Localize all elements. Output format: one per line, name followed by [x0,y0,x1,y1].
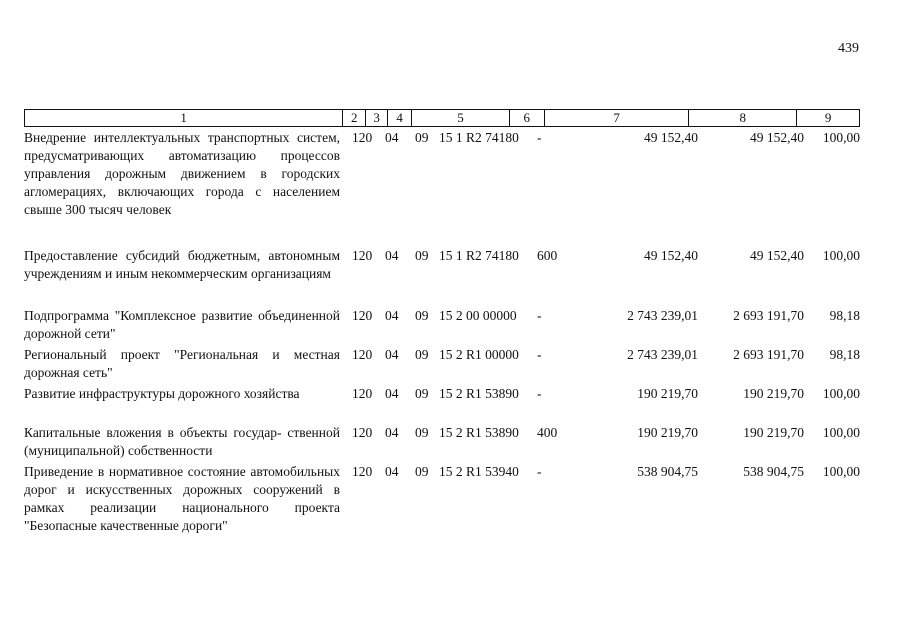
row-col-6: - [537,386,542,401]
row-col-7: 2 743 239,01 [627,347,698,362]
row-col-4: 09 [415,347,429,362]
row-col-4: 09 [415,308,429,323]
row-col-4: 09 [415,386,429,401]
row-name: Региональный проект "Региональная и местная дорожная сеть" [24,347,340,380]
row-col-8: 190 219,70 [743,386,804,401]
row-col-9: 100,00 [822,386,860,401]
row-col-6: - [537,308,542,323]
row-name: Предоставление субсидий бюджетным, автономным учреждениям и иным некоммерческим организациям [24,248,340,281]
row-col-8: 538 904,75 [743,464,804,479]
header-col-4: 4 [388,110,412,126]
row-col-3: 04 [385,248,399,263]
row-col-9: 100,00 [822,248,860,263]
row-col-5: 15 2 R1 53890 [439,425,519,440]
row-name: Подпрограмма "Комплексное развитие объединенной дорожной сети" [24,308,340,341]
page-number: 439 [838,41,859,56]
row-col-5: 15 2 R1 53940 [439,464,519,479]
row-col-5: 15 2 00 00000 [439,308,517,323]
row-col-6: - [537,130,542,145]
row-name: Капитальные вложения в объекты государ- ственной (муниципальной) собственности [24,425,340,458]
row-col-9: 100,00 [822,464,860,479]
row-col-3: 04 [385,425,399,440]
row-col-5: 15 1 R2 74180 [439,130,519,145]
row-col-2: 120 [352,347,373,362]
row-name: Приведение в нормативное состояние автомобильных дорог и искусственных дорожных сооружений в рамках реализации национального проекта "Безопасные качественные дороги" [24,464,340,533]
row-col-8: 49 152,40 [750,248,804,263]
row-name: Внедрение интеллектуальных транспортных систем, предусматривающих автоматизацию процессов управления дорожным движением в городских агломерациях, включающих города с населением свыше 300 тысяч человек [24,130,340,217]
header-col-9: 9 [824,110,832,125]
row-col-6: 600 [537,248,558,263]
row-col-3: 04 [385,464,399,479]
row-col-7: 190 219,70 [637,425,698,440]
row-col-2: 120 [352,464,373,479]
header-col-2: 2 [343,110,366,126]
row-col-6: - [537,464,542,479]
row-col-5: 15 2 R1 53890 [439,386,519,401]
row-col-2: 120 [352,425,373,440]
header-col-8: 8 [689,110,797,126]
row-col-7: 49 152,40 [644,130,698,145]
row-col-3: 04 [385,308,399,323]
row-col-4: 09 [415,425,429,440]
row-col-7: 49 152,40 [644,248,698,263]
header-col-6: 6 [510,110,545,126]
row-col-6: 400 [537,425,558,440]
row-col-3: 04 [385,347,399,362]
row-col-7: 190 219,70 [637,386,698,401]
row-col-2: 120 [352,308,373,323]
row-col-8: 49 152,40 [750,130,804,145]
row-col-9: 98,18 [829,347,860,362]
header-col-7: 7 [545,110,690,126]
row-col-4: 09 [415,130,429,145]
row-name: Развитие инфраструктуры дорожного хозяйства [24,386,300,401]
row-col-4: 09 [415,248,429,263]
row-col-8: 2 693 191,70 [733,347,804,362]
row-col-2: 120 [352,130,373,145]
row-col-5: 15 1 R2 74180 [439,248,519,263]
row-col-9: 98,18 [829,308,860,323]
row-col-7: 2 743 239,01 [627,308,698,323]
row-col-5: 15 2 R1 00000 [439,347,519,362]
row-col-2: 120 [352,248,373,263]
row-col-3: 04 [385,386,399,401]
header-col-3: 3 [366,110,388,126]
row-col-4: 09 [415,464,429,479]
header-col-5: 5 [412,110,510,126]
row-col-8: 2 693 191,70 [733,308,804,323]
row-col-3: 04 [385,130,399,145]
row-col-9: 100,00 [822,425,860,440]
row-col-7: 538 904,75 [637,464,698,479]
table-header [24,109,860,127]
row-col-2: 120 [352,386,373,401]
row-col-8: 190 219,70 [743,425,804,440]
header-col-1: 1 [25,110,343,126]
row-col-9: 100,00 [822,130,860,145]
row-col-6: - [537,347,542,362]
